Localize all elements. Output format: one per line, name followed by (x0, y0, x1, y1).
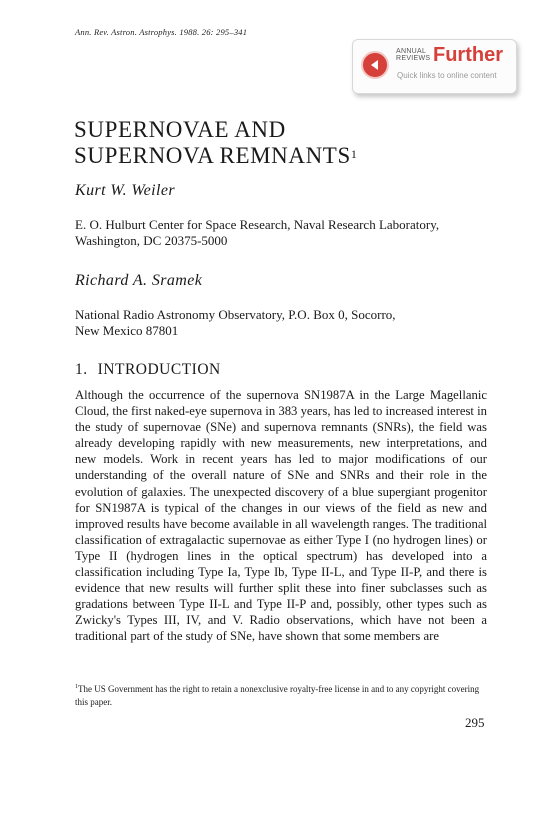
author-name: Kurt W. Weiler (75, 182, 175, 199)
author-name: Richard A. Sramek (75, 272, 203, 289)
arrow-left-circle-icon (361, 51, 389, 79)
further-tagline: Quick links to online content (397, 71, 497, 80)
page-number: 295 (465, 715, 485, 730)
section-title: INTRODUCTION (97, 361, 221, 378)
footnote-text: The US Government has the right to retain a nonexclusive royalty-free license in and to any copyright covering this paper. (75, 684, 480, 707)
title-line-2: SUPERNOVA REMNANTS (74, 143, 351, 168)
paper-title (74, 117, 357, 169)
section-heading (75, 361, 221, 379)
annual-label: ANNUAL (396, 48, 427, 55)
affiliation-line: E. O. Hulburt Center for Space Research, Naval Research Laboratory, (75, 217, 440, 232)
affiliation-line: National Radio Astronomy Observatory, P.O. Box 0, Socorro, (75, 307, 396, 322)
citation: Ann. Rev. Astron. Astrophys. 1988. 26: 295–341 (75, 27, 248, 37)
further-title: Further (433, 44, 503, 66)
footnote (75, 681, 487, 708)
footnote-mark: 1 (75, 684, 78, 690)
further-badge[interactable] (352, 39, 517, 94)
affiliation-line: Washington, DC 20375-5000 (75, 233, 228, 248)
author-affiliation (75, 307, 396, 339)
reviews-label: REVIEWS (396, 55, 431, 62)
title-line-1: SUPERNOVAE AND (74, 117, 286, 142)
author-affiliation (75, 217, 439, 249)
body-paragraph: Although the occurrence of the supernova SN1987A in the Large Magellanic Cloud, the first naked-eye supernova in 383 years, has led to increased interest in the study of supernovae (SNe) and supernova remnants (SNRs), the field was already developing rapidly with new measurements, new interpretations, and new models. Work in recent years has led to major modifications of our understanding of the overall nature of SNe and SNRs and their role in the evolution of galaxies. The unexpected discovery of a blue supergiant progenitor for SN1987A is typical of the changes in our views of the field as new and improved results have become available in all wavelength ranges. The traditional classification of extragalactic supernovae as either Type I (no hydrogen lines) or Type II (hydrogen lines in the optical spectrum) has developed into a classification including Type Ia, Type Ib, Type II-L, and Type II-P, and there is evidence that new results will further split these into finer subclasses such as gradations between Type II-L and Type II-P and, possibly, other types such as Zwicky's Types III, IV, and V. Radio observations, which have not been a traditional part of the study of SNe, have shown that some members are (75, 388, 487, 644)
affiliation-line: New Mexico 87801 (75, 323, 179, 338)
title-footnote-mark: 1 (350, 147, 358, 161)
section-number: 1. (75, 361, 88, 378)
